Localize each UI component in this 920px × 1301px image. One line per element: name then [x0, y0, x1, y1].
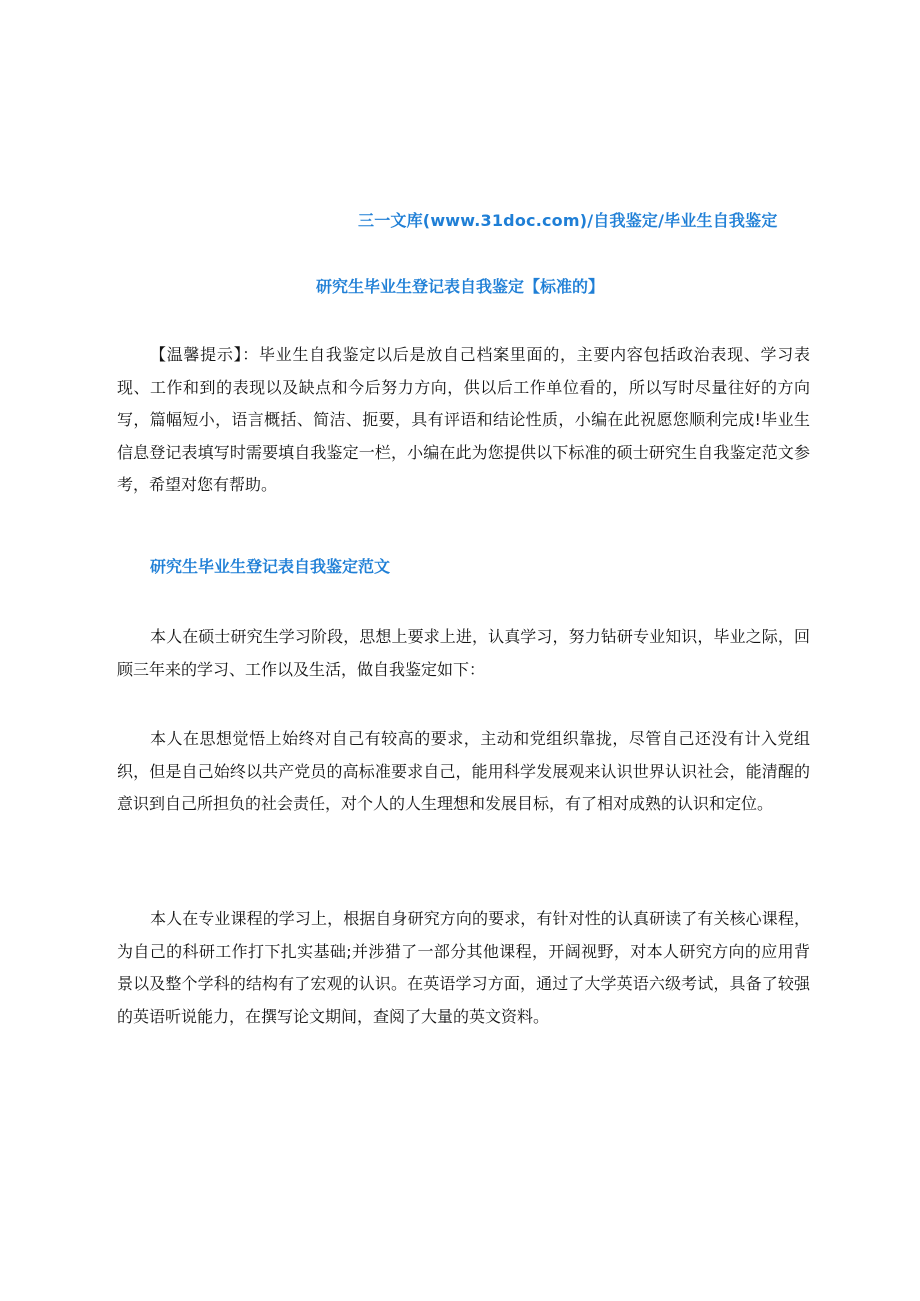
breadcrumb-link[interactable]: 三一文库(www.31doc.com)/自我鉴定/毕业生自我鉴定 [358, 211, 778, 230]
thought-paragraph: 本人在思想觉悟上始终对自己有较高的要求，主动和党组织靠拢，尽管自己还没有计入党组织，但是自己始终以共产党员的高标准要求自己，能用科学发展观来认识世界认识社会，能清醒的意识到自己所担负的社会责任，对个人的人生理想和发展目标，有了相对成熟的认识和定位。 [117, 729, 810, 813]
section-heading: 研究生毕业生登记表自我鉴定范文 [150, 557, 391, 576]
document-title: 研究生毕业生登记表自我鉴定【标准的】 [315, 277, 604, 296]
tip-paragraph: 【温馨提示】：毕业生自我鉴定以后是放自己档案里面的，主要内容包括政治表现、学习表现、工作和到的表现以及缺点和今后努力方向，供以后工作单位看的，所以写时尽量往好的方向写，篇幅短小，语言概括、简洁、扼要，具有评语和结论性质，小编在此祝愿您顺利完成!毕业生信息登记表填写时需要填自我鉴定一栏，小编在此为您提供以下标准的硕士研究生自我鉴定范文参考，希望对您有帮助。 [117, 345, 810, 494]
intro-paragraph: 本人在硕士研究生学习阶段，思想上要求上进，认真学习，努力钻研专业知识，毕业之际，回顾三年来的学习、工作以及生活，做自我鉴定如下： [117, 627, 810, 679]
study-paragraph: 本人在专业课程的学习上，根据自身研究方向的要求，有针对性的认真研读了有关核心课程，为自己的科研工作打下扎实基础;并涉猎了一部分其他课程，开阔视野，对本人研究方向的应用背景以及整个学科的结构有了宏观的认识。在英语学习方面，通过了大学英语六级考试，具备了较强的英语听说能力，在撰写论文期间，查阅了大量的英文资料。 [117, 909, 810, 1026]
